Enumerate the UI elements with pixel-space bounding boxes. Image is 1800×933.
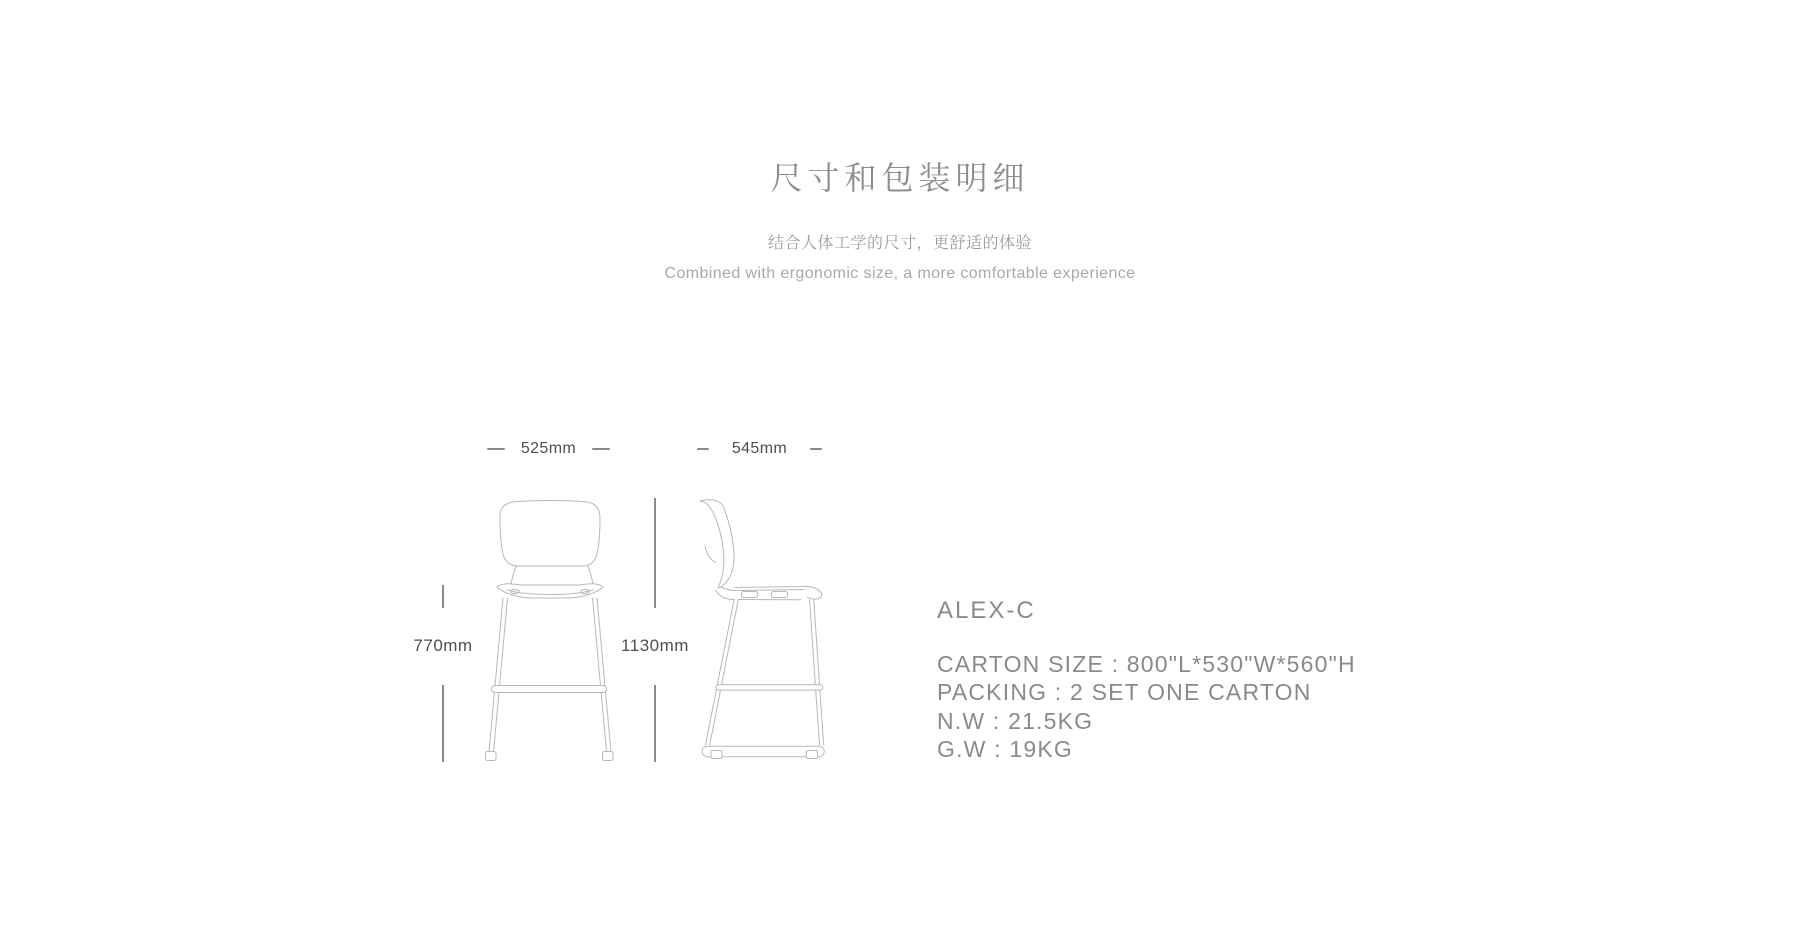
- dimension-tick-right: [592, 448, 610, 450]
- product-model: ALEX-C: [937, 597, 1036, 624]
- net-weight-line: N.W : 21.5KG: [937, 707, 1094, 734]
- front-view-chair-drawing: [486, 501, 614, 761]
- front-width-dimension: [487, 440, 610, 457]
- packing-line: PACKING : 2 SET ONE CARTON: [937, 679, 1312, 706]
- dimension-tick-right: [810, 448, 822, 450]
- side-view-chair-drawing: [700, 500, 824, 759]
- side-depth-label: 545mm: [731, 439, 788, 457]
- section-subtitle-zh: 结合人体工学的尺寸，更舒适的体验: [767, 235, 1032, 252]
- total-height-label: 1130mm: [621, 636, 689, 655]
- dimension-tick-left: [487, 448, 505, 450]
- packing-specs-block: [937, 597, 1356, 764]
- front-width-label: 525mm: [520, 439, 577, 457]
- carton-size-line: CARTON SIZE : 800"L*530"W*560"H: [937, 651, 1356, 677]
- dimension-tick-left: [697, 448, 709, 450]
- chair-line-drawing: [420, 470, 880, 790]
- side-depth-dimension: [697, 440, 822, 457]
- gross-weight-line: G.W : 19KG: [937, 736, 1073, 763]
- section-subtitle-en: Combined with ergonomic size, a more comfortable experience: [664, 265, 1136, 282]
- seat-height-label: 770mm: [413, 636, 473, 655]
- section-title: 尺寸和包装明细: [770, 160, 1030, 196]
